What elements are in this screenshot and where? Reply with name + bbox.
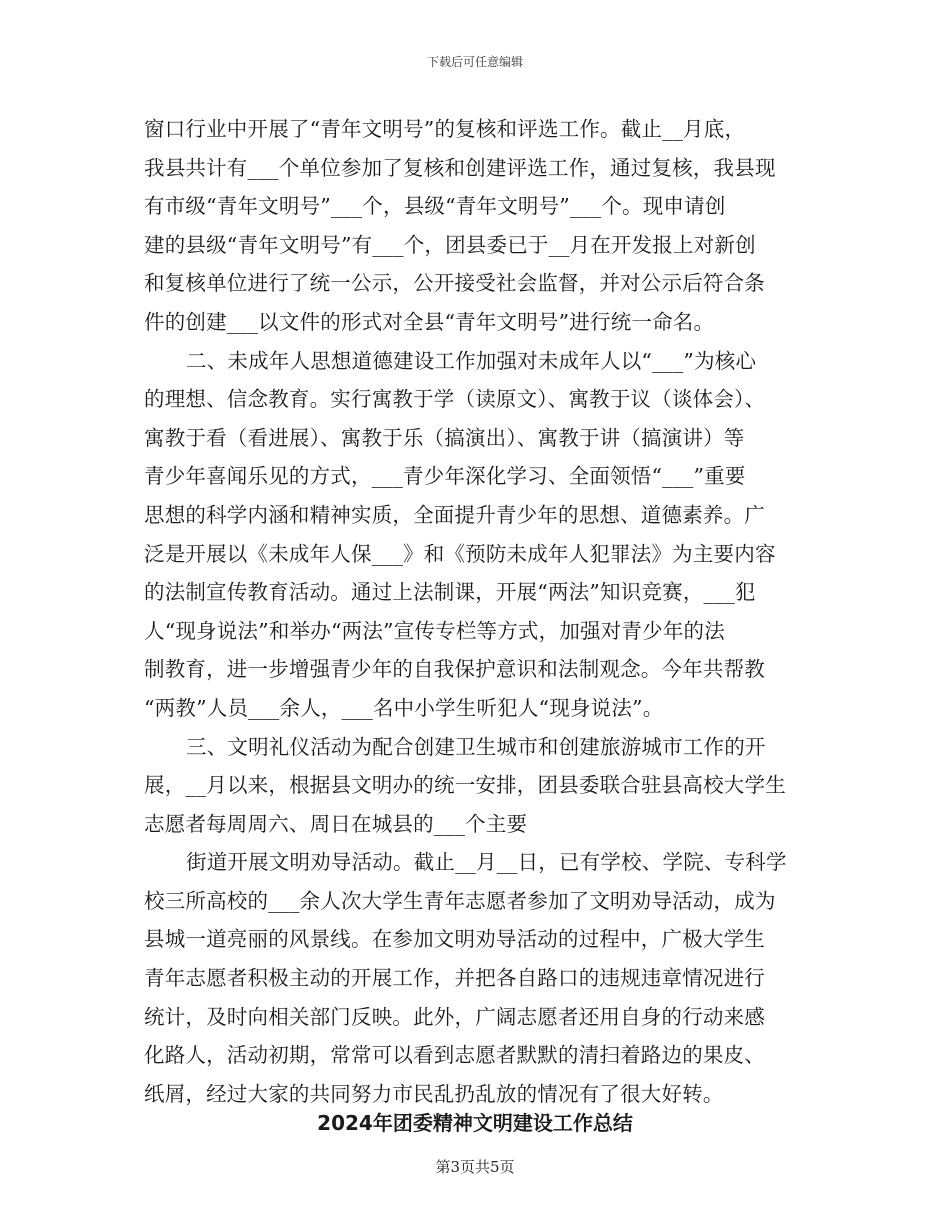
- body-line: 纸屑，经过大家的共同努力市民乱扔乱放的情况有了很大好转。: [144, 1081, 724, 1106]
- body-line: 建的县级“青年文明号”有___个，团县委已于__月在开发报上对新创: [144, 232, 756, 257]
- body-line: 人“现身说法”和举办“两法”宣传专栏等方式，加强对青少年的法: [144, 618, 725, 643]
- page-footer: 第3页共5页: [435, 1158, 515, 1176]
- document-body: [144, 110, 809, 1113]
- body-line: 青年志愿者积极主动的开展工作，并把各自路口的违规违章情况进行: [144, 966, 765, 991]
- body-line: 思想的科学内涵和精神实质，全面提升青少年的思想、道德素养。广: [144, 502, 765, 527]
- body-line: 和复核单位进行了统一公示，公开接受社会监督，并对公示后符合条: [144, 271, 765, 296]
- body-line: 制教育，进一步增强青少年的自我保护意识和法制观念。今年共帮教: [144, 657, 765, 682]
- body-line: 泛是开展以《未成年人保___》和《预防未成年人犯罪法》为主要内容: [144, 541, 776, 566]
- body-line: 我县共计有___个单位参加了复核和创建评选工作，通过复核，我县现: [144, 155, 776, 180]
- body-line: 的理想、信念教育。实行寓教于学（读原文）、寓教于议（谈体会）、: [144, 387, 766, 412]
- body-line: 窗口行业中开展了“青年文明号”的复核和评选工作。截止__月底，: [144, 117, 746, 141]
- body-line: 统计，及时向相关部门反映。此外，广阔志愿者还用自身的行动来感: [144, 1004, 765, 1029]
- body-line: 有市级“青年文明号”___个，县级“青年文明号”___个。现申请创: [144, 194, 726, 219]
- body-line: 展，__月以来，根据县文明办的统一安排，团县委联合驻县高校大学生: [144, 773, 786, 798]
- body-line: 青少年喜闻乐见的方式，___青少年深化学习、全面领悟“___”重要: [144, 464, 746, 489]
- body-line: 的法制宣传教育活动。通过上法制课，开展“两法”知识竞赛，___犯: [144, 580, 756, 605]
- body-line: 志愿者每周周六、周日在城县的___个主要: [144, 811, 528, 836]
- body-line: 县城一道亮丽的风景线。在参加文明劝导活动的过程中，广极大学生: [144, 927, 765, 952]
- body-line: 化路人，活动初期，常常可以看到志愿者默默的清扫着路边的果皮、: [144, 1043, 765, 1068]
- body-line: 校三所高校的___余人次大学生青年志愿者参加了文明劝导活动，成为: [144, 888, 776, 913]
- paragraph-start-line: 二、未成年人思想道德建设工作加强对未成年人以“___”为核心: [186, 348, 757, 373]
- section-title: 2024年团委精神文明建设工作总结: [317, 1111, 633, 1135]
- body-line: 件的创建___以文件的形式对全县“青年文明号”进行统一命名。: [144, 309, 715, 334]
- body-line: 寓教于看（看进展）、寓教于乐（搞演出）、寓教于讲（搞演讲）等: [144, 425, 745, 450]
- body-line: “两教”人员___余人，___名中小学生听犯人“现身说法”。: [144, 695, 664, 720]
- paragraph-start-line: 三、文明礼仪活动为配合创建卫生城市和创建旅游城市工作的开: [186, 734, 766, 759]
- paragraph-start-line: 街道开展文明劝导活动。截止__月__日，已有学校、学院、专科学: [186, 850, 787, 875]
- page-header: 下载后可任意编辑: [426, 55, 523, 69]
